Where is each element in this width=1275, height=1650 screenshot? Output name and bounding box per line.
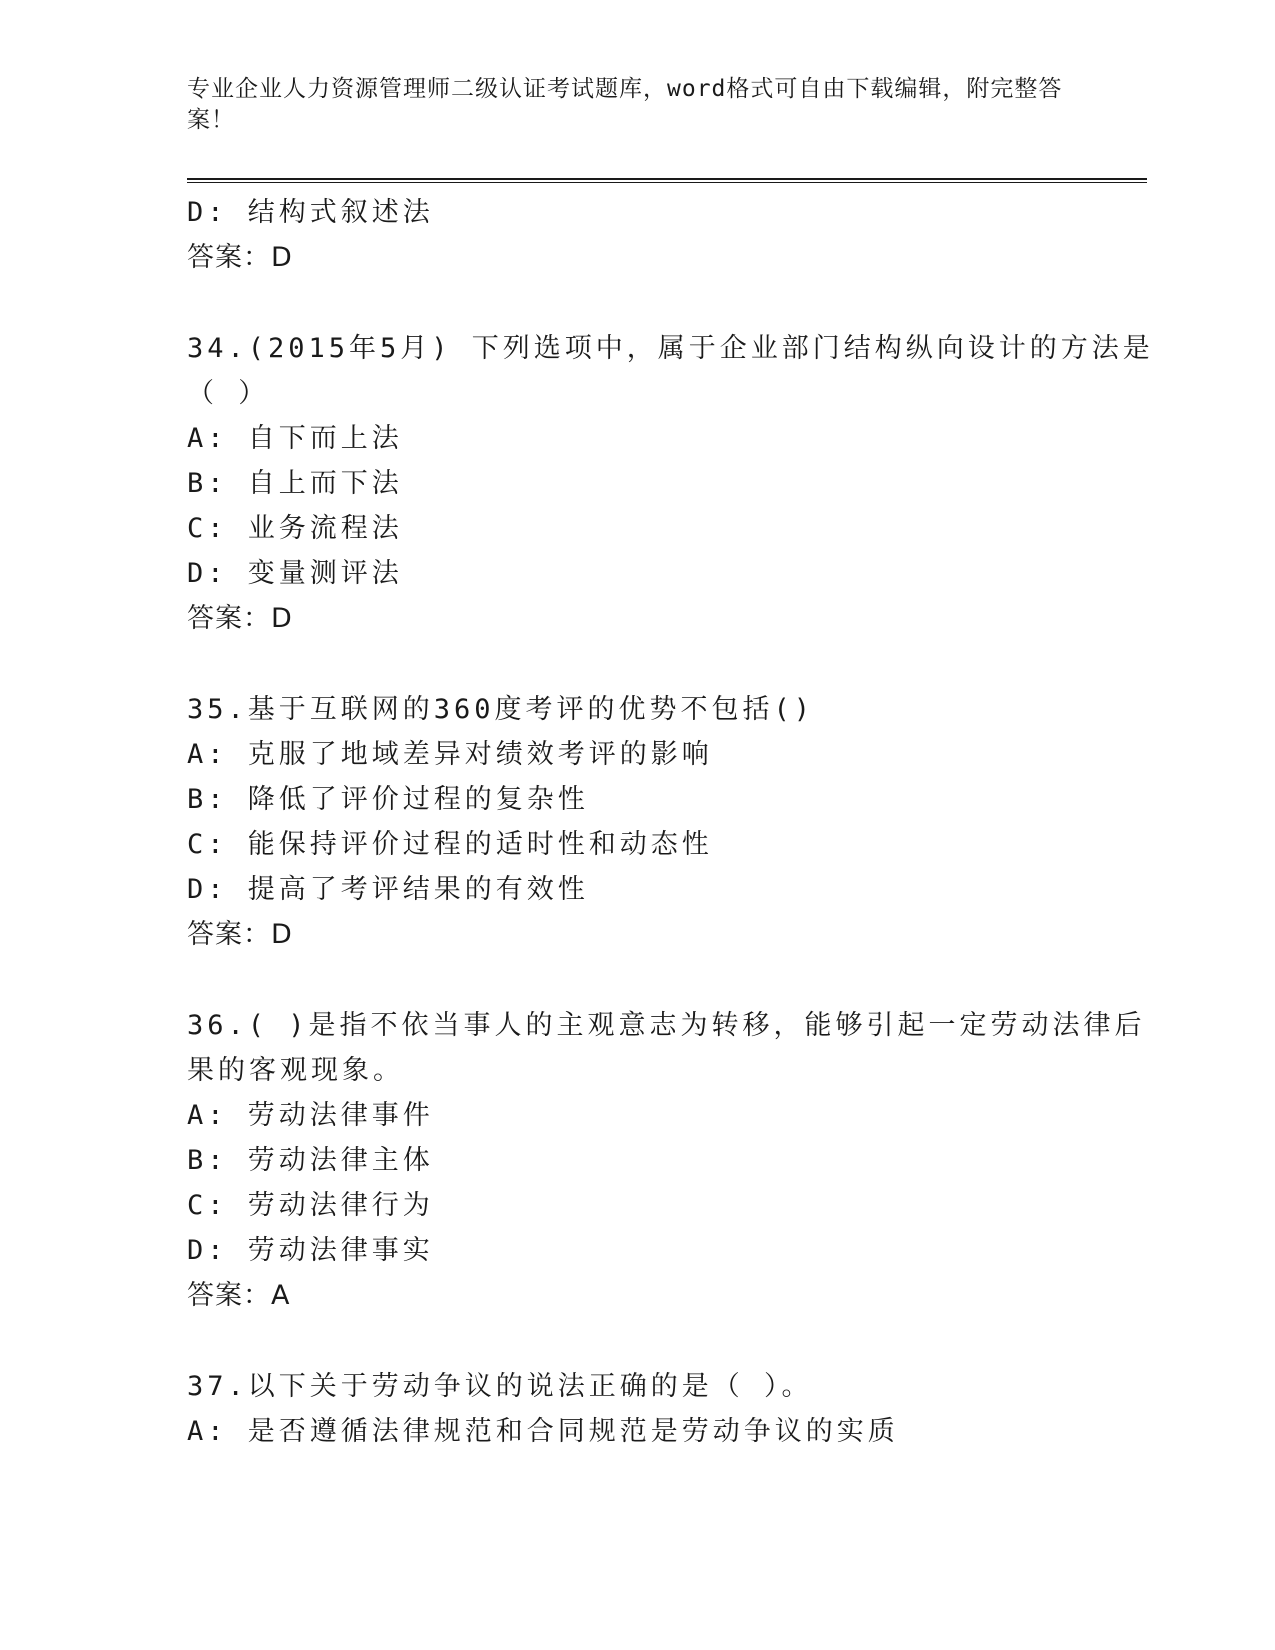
question-content [187,190,1154,1454]
option-c: C: 劳动法律行为 [187,1190,434,1221]
option-d: D: 变量测评法 [187,558,403,589]
option-d: D: 劳动法律事实 [187,1235,434,1266]
question-stem: 果的客观现象。 [187,1055,404,1086]
answer-line: 答案：D [187,242,293,273]
question-37 [187,1364,1087,1454]
option-b: B: 劳动法律主体 [187,1145,434,1176]
header-divider [187,178,1147,183]
question-stem: （ ） [187,378,270,409]
answer-line: 答案：A [187,1280,291,1311]
option-b: B: 自上而下法 [187,468,403,499]
question-stem: 36.( )是指不依当事人的主观意志为转移，能够引起一定劳动法律后 [187,1010,1146,1041]
answer-line: 答案：D [187,603,293,634]
option-d: D: 提高了考评结果的有效性 [187,874,589,905]
option-b: B: 降低了评价过程的复杂性 [187,784,589,815]
option-a: A: 劳动法律事件 [187,1100,434,1131]
question-35 [187,687,1087,957]
option-c: C: 能保持评价过程的适时性和动态性 [187,829,713,860]
option-d: D: 结构式叙述法 [187,197,434,228]
question-34 [187,326,1154,641]
question-stem: 35.基于互联网的360度考评的优势不包括() [187,694,815,725]
option-a: A: 克服了地域差异对绩效考评的影响 [187,739,713,770]
question-stem: 37.以下关于劳动争议的说法正确的是（ ）。 [187,1371,813,1402]
answer-line: 答案：D [187,919,293,950]
page-header: 专业企业人力资源管理师二级认证考试题库，word格式可自由下载编辑，附完整答案！ [187,76,1063,133]
option-c: C: 业务流程法 [187,513,403,544]
question-36 [187,1003,1146,1318]
option-a: A: 是否遵循法律规范和合同规范是劳动争议的实质 [187,1416,899,1447]
question-stem: 34.(2015年5月) 下列选项中，属于企业部门结构纵向设计的方法是 [187,333,1154,364]
option-a: A: 自下而上法 [187,423,403,454]
